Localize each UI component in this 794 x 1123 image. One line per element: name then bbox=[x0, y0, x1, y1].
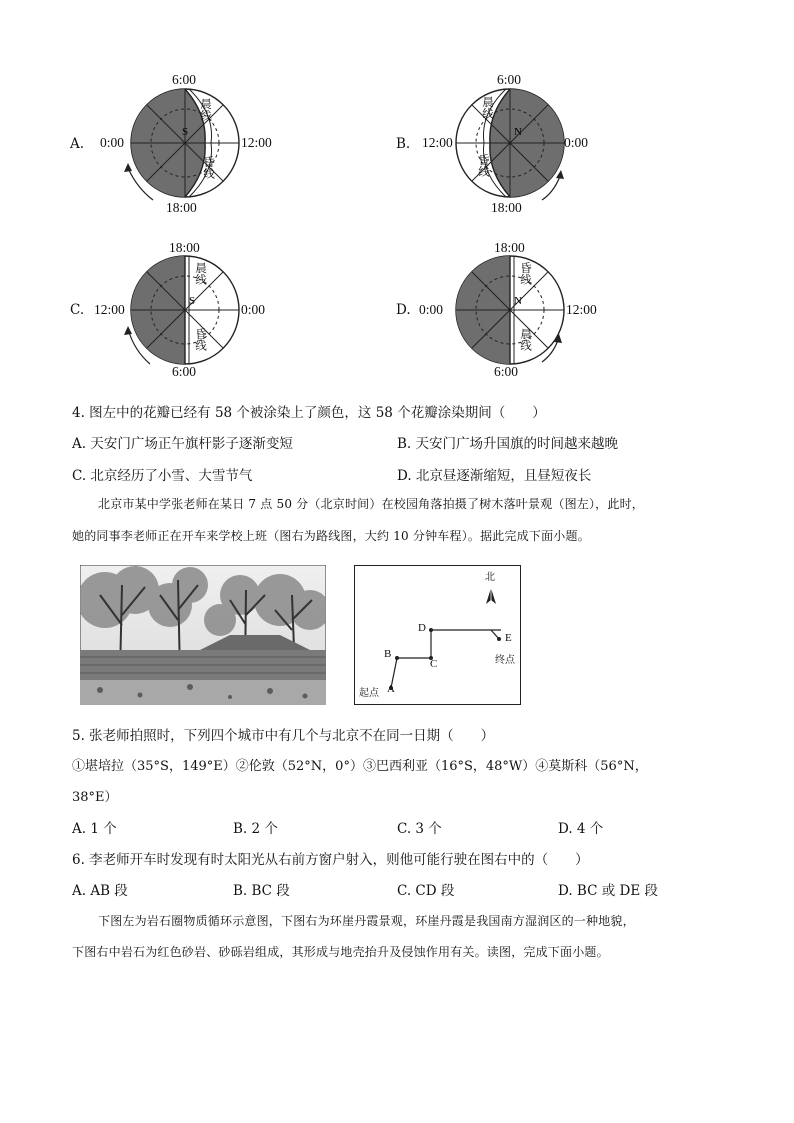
diagram-letter: A. bbox=[70, 136, 85, 152]
upper-arc-label: 晨线 bbox=[194, 262, 208, 285]
label-a: A bbox=[387, 683, 395, 695]
label-c: C bbox=[430, 658, 438, 670]
question-5-option-a[interactable]: A. 1 个 bbox=[72, 821, 117, 837]
question-6-option-b[interactable]: B. BC 段 bbox=[233, 883, 290, 899]
question-6-stem: 6. 李老师开车时发现有时太阳光从右前方窗户射入，则他可能行驶在图右中的（ ） bbox=[72, 852, 589, 868]
question-4-option-a[interactable]: A. 天安门广场正午旗杆影子逐渐变短 bbox=[72, 436, 293, 452]
center-label: N bbox=[514, 295, 522, 307]
question-5-stem: 5. 张老师拍照时，下列四个城市中有几个与北京不在同一日期（ ） bbox=[72, 728, 495, 744]
diagram-letter: C. bbox=[70, 302, 85, 318]
question-4-option-d[interactable]: D. 北京昼逐渐缩短，且昼短夜长 bbox=[397, 468, 592, 484]
question-5-option-d[interactable]: D. 4 个 bbox=[558, 821, 604, 837]
diagram-letter: D. bbox=[396, 302, 411, 318]
route-lines bbox=[355, 566, 522, 706]
diagram-b: B. N 6:00 18:00 12:00 0:00 晨线 昏线 bbox=[392, 68, 612, 220]
diagram-c: C. S 18:00 6:00 12:00 0:00 晨线 昏线 bbox=[65, 236, 285, 388]
center-label: S bbox=[182, 126, 189, 138]
start-label: 起点 bbox=[359, 688, 379, 699]
question-4-option-b[interactable]: B. 天安门广场升国旗的时间越来越晚 bbox=[397, 436, 619, 452]
passage-2-line-2: 下图右中岩石为红色砂岩、砂砾岩组成，其形成与地壳抬升及侵蚀作用有关。读图，完成下面小题。 bbox=[72, 945, 609, 959]
upper-arc-label: 晨线 bbox=[199, 98, 213, 121]
lower-arc-label: 晨线 bbox=[519, 328, 533, 351]
point-d bbox=[429, 628, 433, 632]
point-b bbox=[395, 656, 399, 660]
diagram-d: D. N 18:00 6:00 0:00 12:00 昏线 晨线 bbox=[392, 236, 612, 388]
passage-1-line-1: 北京市某中学张老师在某日 7 点 50 分（北京时间）在校园角落拍摄了树木落叶景观（图左），此时， bbox=[98, 497, 644, 511]
question-6-option-a[interactable]: A. AB 段 bbox=[72, 883, 128, 899]
label-e: E bbox=[505, 632, 512, 644]
upper-arc-label: 晨线 bbox=[481, 96, 495, 119]
passage-2-line-1: 下图左为岩石圈物质循环示意图，下图右为环崖丹霞景观，环崖丹霞是我国南方湿润区的一种地貌， bbox=[98, 914, 635, 928]
north-label: 北 bbox=[485, 572, 495, 583]
lower-arc-label: 昏线 bbox=[202, 156, 216, 179]
diagram-letter: B. bbox=[396, 136, 411, 152]
label-d: D bbox=[418, 622, 426, 634]
upper-arc-label: 昏线 bbox=[519, 262, 533, 285]
question-4-option-c[interactable]: C. 北京经历了小雪、大雪节气 bbox=[72, 468, 253, 484]
diagram-a: A. S 6:00 18:00 0:00 12:00 晨线 昏线 bbox=[65, 68, 285, 220]
passage-1-line-2: 她的同事李老师正在开车来学校上班（图右为路线图，大约 10 分钟车程）。据此完成下面小题。 bbox=[72, 529, 590, 543]
point-e bbox=[497, 637, 501, 641]
center-label: S bbox=[189, 295, 196, 307]
question-6-option-c[interactable]: C. CD 段 bbox=[397, 883, 455, 899]
question-5-cities-cont: 38°E） bbox=[72, 790, 118, 805]
center-label: N bbox=[514, 126, 522, 138]
question-5-option-c[interactable]: C. 3 个 bbox=[397, 821, 442, 837]
lower-arc-label: 昏线 bbox=[477, 154, 491, 177]
fallen-leaves-photo bbox=[80, 565, 326, 705]
question-4-stem: 4. 图左中的花瓣已经有 58 个被涂染上了颜色，这 58 个花瓣涂染期间（ ） bbox=[72, 405, 546, 421]
question-5-option-b[interactable]: B. 2 个 bbox=[233, 821, 278, 837]
lower-arc-label: 昏线 bbox=[194, 328, 208, 351]
end-label: 终点 bbox=[495, 655, 515, 666]
label-b: B bbox=[384, 648, 392, 660]
question-6-option-d[interactable]: D. BC 或 DE 段 bbox=[558, 883, 658, 899]
question-5-cities: ①堪培拉（35°S，149°E）②伦敦（52°N，0°）③巴西利亚（16°S，48°W）④莫斯科（56°N， bbox=[72, 759, 648, 774]
route-map bbox=[354, 565, 521, 705]
